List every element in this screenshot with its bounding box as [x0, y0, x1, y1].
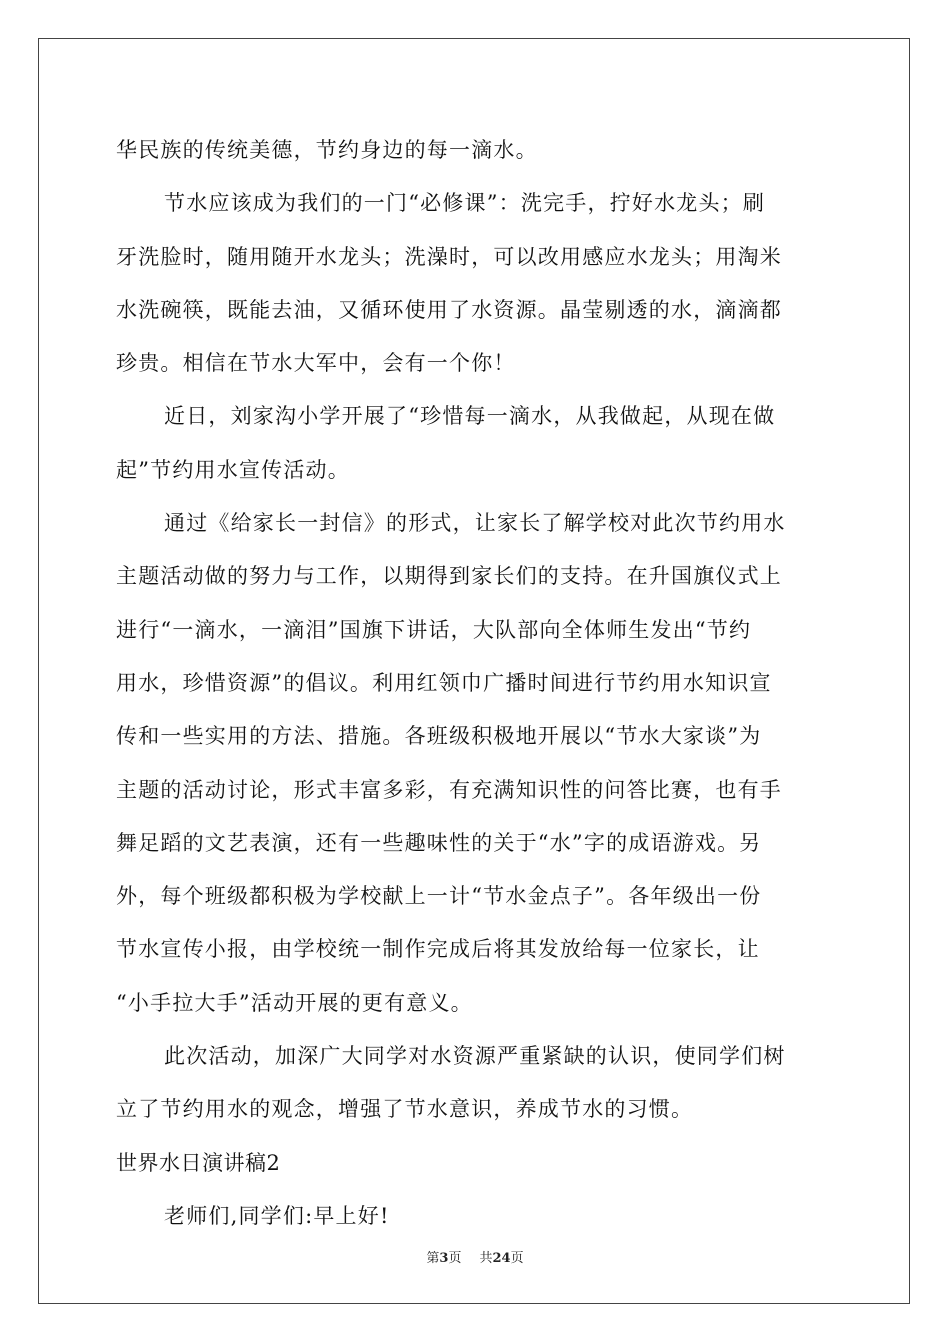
page-prefix: 第	[426, 1251, 440, 1266]
body-line-16: 节水宣传小报，由学校统一制作完成后将其发放给每一位家长，让	[116, 937, 760, 962]
body-line-6: 近日，刘家沟小学开展了“珍惜每一滴水，从我做起，从现在做	[164, 404, 776, 429]
body-line-13: 主题的活动讨论，形式丰富多彩，有充满知识性的问答比赛，也有手	[116, 777, 782, 802]
total-suffix: 页	[510, 1251, 524, 1266]
body-line-4: 水洗碗筷，既能去油，又循环使用了水资源。晶莹剔透的水，滴滴都	[116, 297, 782, 322]
body-line-19: 立了节约用水的观念，增强了节水意识，养成节水的习惯。	[116, 1097, 694, 1122]
page-number: 3	[439, 1251, 449, 1266]
body-line-14: 舞足蹈的文艺表演，还有一些趣味性的关于“水”字的成语游戏。另	[116, 830, 762, 855]
body-line-9: 主题活动做的努力与工作，以期得到家长们的支持。在升国旗仪式上	[116, 564, 782, 589]
body-line-15: 外，每个班级都积极为学校献上一计“节水金点子”。各年级出一份	[116, 884, 762, 909]
body-line-10: 进行“一滴水，一滴泪”国旗下讲话，大队部向全体师生发出“节约	[116, 617, 752, 642]
total-pages: 24	[492, 1251, 511, 1266]
body-line-17: “小手拉大手”活动开展的更有意义。	[116, 990, 473, 1015]
body-line-12: 传和一些实用的方法、措施。各班级积极地开展以“节水大家谈”为	[116, 724, 762, 749]
page-footer	[0, 1247, 950, 1266]
body-line-7: 起”节约用水宣传活动。	[116, 457, 350, 482]
body-line-3: 牙洗脸时，随用随开水龙头；洗澡时，可以改用感应水龙头；用淘米	[116, 244, 782, 269]
body-line-18: 此次活动，加深广大同学对水资源严重紧缺的认识，使同学们树	[164, 1044, 786, 1069]
body-line-5: 珍贵。相信在节水大军中，会有一个你！	[116, 351, 516, 376]
body-line-1: 华民族的传统美德，节约身边的每一滴水。	[116, 138, 538, 162]
section-heading: 世界水日演讲稿2	[116, 1150, 281, 1175]
greeting-line: 老师们,同学们:早上好!	[164, 1203, 390, 1228]
body-line-2: 节水应该成为我们的一门“必修课”：洗完手，拧好水龙头；刷	[164, 191, 766, 216]
total-prefix: 共	[479, 1251, 493, 1266]
document-body	[116, 124, 832, 1243]
body-line-8: 通过《给家长一封信》的形式，让家长了解学校对此次节约用水	[164, 511, 786, 536]
body-line-11: 用水，珍惜资源”的倡议。利用红领巾广播时间进行节约用水知识宣	[116, 670, 772, 695]
page-suffix: 页	[448, 1251, 462, 1266]
